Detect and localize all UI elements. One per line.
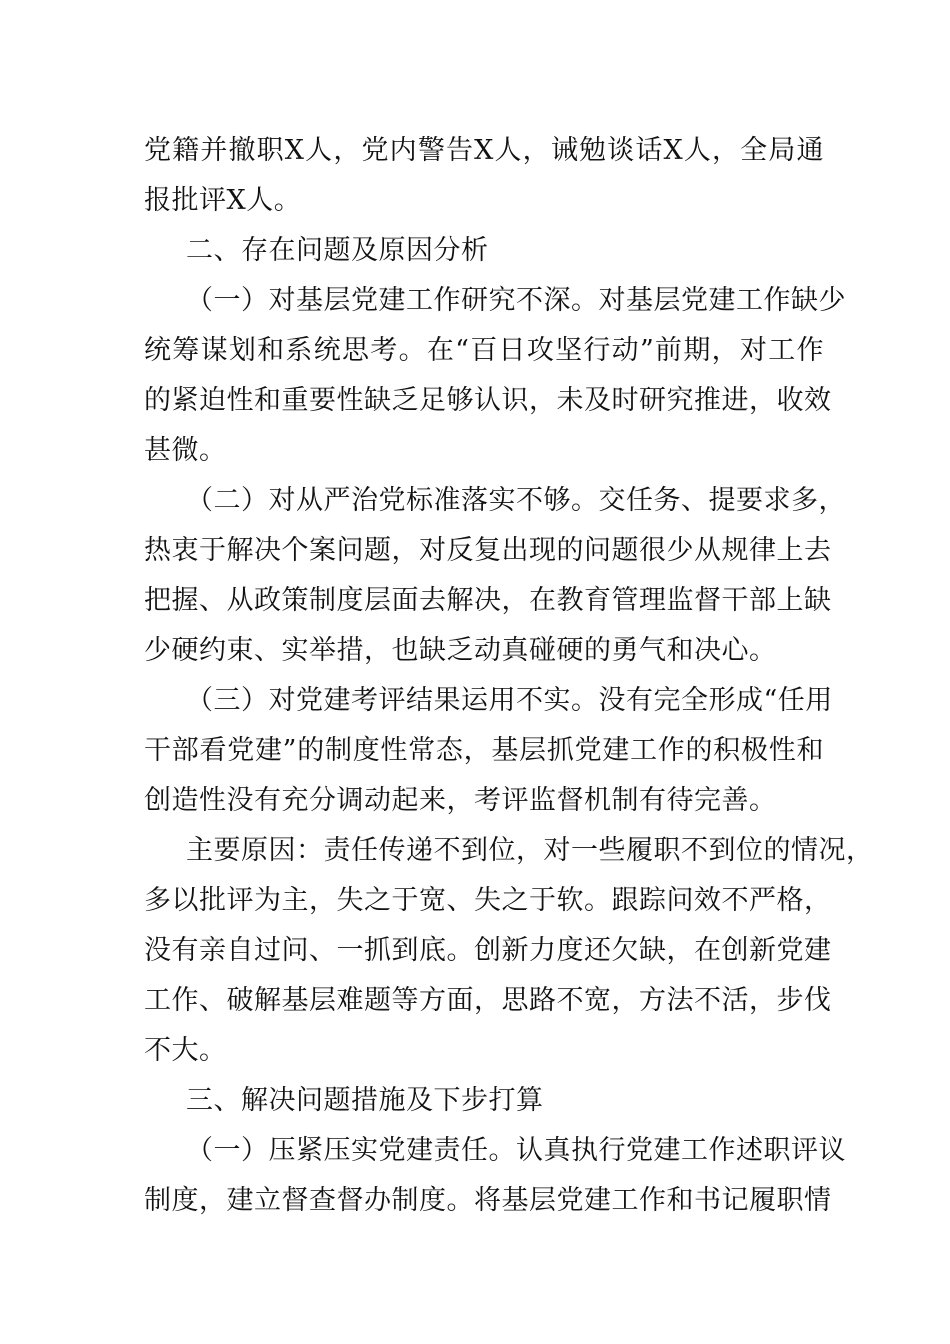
- text-line-16: 多以批评为主，失之于宽、失之于软。跟踪问效不严格，: [144, 885, 832, 916]
- text-line-19: 不大。: [144, 1035, 227, 1066]
- text-line-21: （一）压紧压实党建责任。认真执行党建工作述职评议: [186, 1135, 846, 1166]
- text-line-10: 把握、从政策制度层面去解决，在教育管理监督干部上缺: [144, 585, 832, 616]
- text-line-15: 主要原因：责任传递不到位，对一些履职不到位的情况，: [186, 835, 874, 866]
- text-line-22: 制度，建立督查督办制度。将基层党建工作和书记履职情: [144, 1185, 832, 1216]
- text-line-6: 的紧迫性和重要性缺乏足够认识，未及时研究推进，收效: [144, 385, 832, 416]
- text-line-5: 统筹谋划和系统思考。在“百日攻坚行动”前期，对工作: [144, 335, 824, 366]
- text-line-18: 工作、破解基层难题等方面，思路不宽，方法不活，步伐: [144, 985, 832, 1016]
- text-line-12: （三）对党建考评结果运用不实。没有完全形成“任用: [186, 685, 833, 716]
- text-line-13: 干部看党建”的制度性常态，基层抓党建工作的积极性和: [144, 735, 824, 766]
- text-line-8: （二）对从严治党标准落实不够。交任务、提要求多，: [186, 485, 846, 516]
- text-line-1: 党籍并撤职X人，党内警告X人，诫勉谈话X人，全局通: [144, 135, 824, 166]
- text-line-7: 甚微。: [144, 435, 227, 466]
- text-line-2: 报批评X人。: [144, 185, 302, 216]
- section-heading-2: 二、存在问题及原因分析: [186, 235, 489, 266]
- text-line-14: 创造性没有充分调动起来，考评监督机制有待完善。: [144, 785, 777, 816]
- text-line-4: （一）对基层党建工作研究不深。对基层党建工作缺少: [186, 285, 846, 316]
- text-line-17: 没有亲自过问、一抓到底。创新力度还欠缺，在创新党建: [144, 935, 832, 966]
- text-line-11: 少硬约束、实举措，也缺乏动真碰硬的勇气和决心。: [144, 635, 777, 666]
- section-heading-3: 三、解决问题措施及下步打算: [186, 1085, 544, 1116]
- text-line-9: 热衷于解决个案问题，对反复出现的问题很少从规律上去: [144, 535, 832, 566]
